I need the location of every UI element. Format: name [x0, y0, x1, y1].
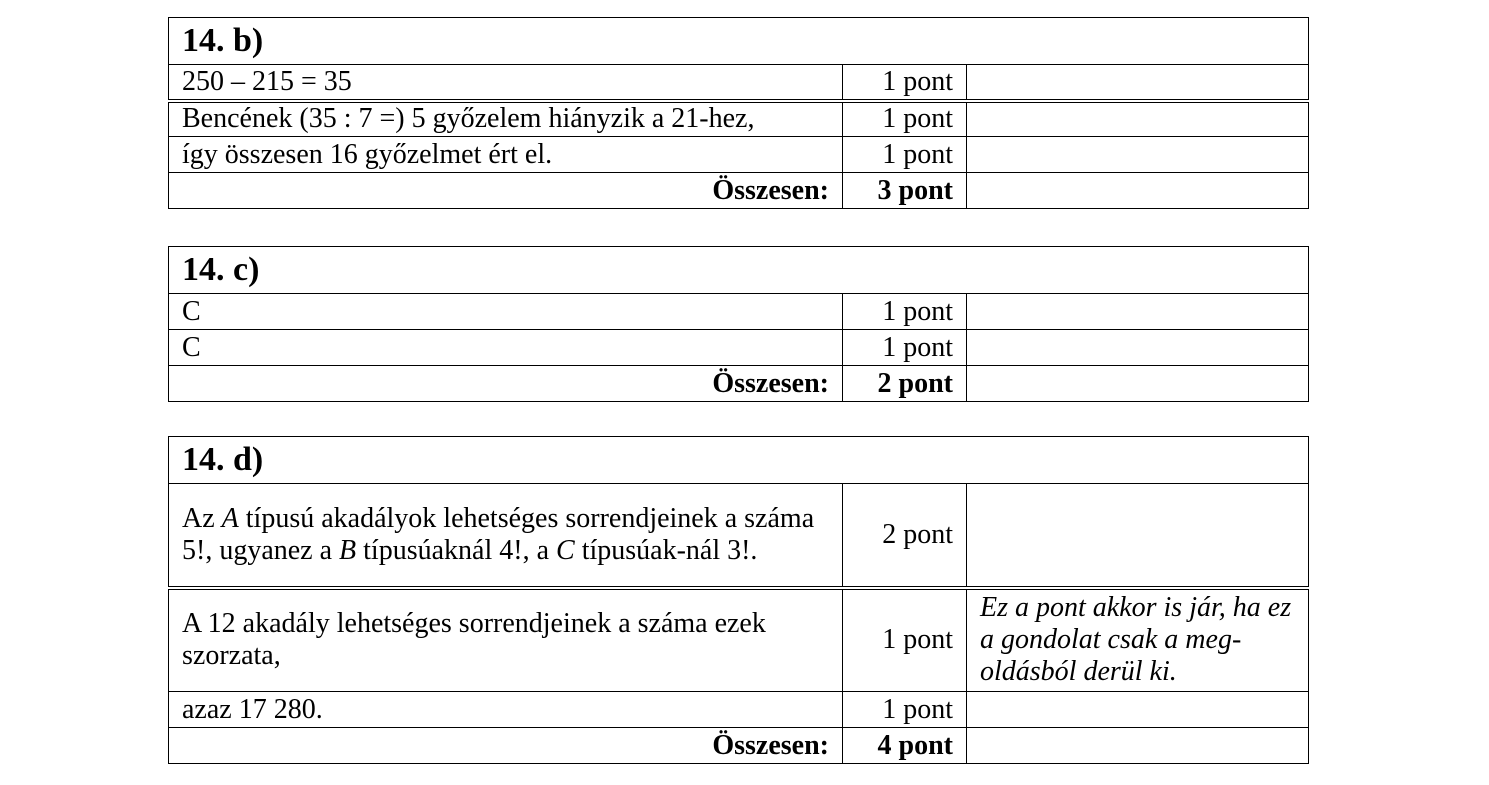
- step-note: [967, 65, 1309, 101]
- variable-c: C: [556, 534, 575, 566]
- step-note: Ez a pont akkor is jár, ha ez a gondolat csak a meg-oldásból derül ki.: [967, 588, 1309, 692]
- step-points: 1 pont: [843, 588, 967, 692]
- solution-text: típusúak-nál 3!.: [574, 534, 758, 566]
- step-note: [967, 692, 1309, 728]
- solution-text: típusú akadályok lehetséges sorrendjeinek a száma 5!, ugyanez a: [182, 502, 815, 566]
- section-title: 14. c): [169, 247, 1309, 294]
- grading-table-14d: [168, 436, 1309, 764]
- solution-step: azaz 17 280.: [169, 692, 843, 728]
- step-points: 2 pont: [843, 484, 967, 588]
- section-title: 14. b): [169, 18, 1309, 65]
- step-note: [967, 728, 1309, 764]
- total-label: Összesen:: [169, 366, 843, 402]
- variable-a: A: [221, 502, 239, 534]
- solution-step: C: [169, 294, 843, 330]
- total-points: 2 pont: [843, 366, 967, 402]
- step-points: 1 pont: [843, 101, 967, 137]
- step-points: 1 pont: [843, 137, 967, 173]
- step-points: 1 pont: [843, 65, 967, 101]
- solution-step: 250 – 215 = 35: [169, 65, 843, 101]
- section-title: 14. d): [169, 437, 1309, 484]
- step-note: [967, 294, 1309, 330]
- total-points: 3 pont: [843, 173, 967, 209]
- variable-b: B: [339, 534, 357, 566]
- step-points: 1 pont: [843, 330, 967, 366]
- grading-table-14c: [168, 246, 1309, 402]
- step-note: [967, 330, 1309, 366]
- grading-table-14b: [168, 17, 1309, 209]
- total-points: 4 pont: [843, 728, 967, 764]
- solution-step: így összesen 16 győzelmet ért el.: [169, 137, 843, 173]
- step-note: [967, 366, 1309, 402]
- solution-step: [169, 484, 843, 588]
- step-note: [967, 484, 1309, 588]
- solution-text: típusúaknál 4!, a: [356, 534, 556, 566]
- solution-step: C: [169, 330, 843, 366]
- solution-step: A 12 akadály lehetséges sorrendjeinek a száma ezek szorzata,: [169, 588, 843, 692]
- step-points: 1 pont: [843, 294, 967, 330]
- step-note: [967, 137, 1309, 173]
- solution-text: Az: [182, 502, 222, 534]
- solution-step: Bencének (35 : 7 =) 5 győzelem hiányzik a 21-hez,: [169, 101, 843, 137]
- step-points: 1 pont: [843, 692, 967, 728]
- total-label: Összesen:: [169, 728, 843, 764]
- step-note: [967, 101, 1309, 137]
- step-note: [967, 173, 1309, 209]
- total-label: Összesen:: [169, 173, 843, 209]
